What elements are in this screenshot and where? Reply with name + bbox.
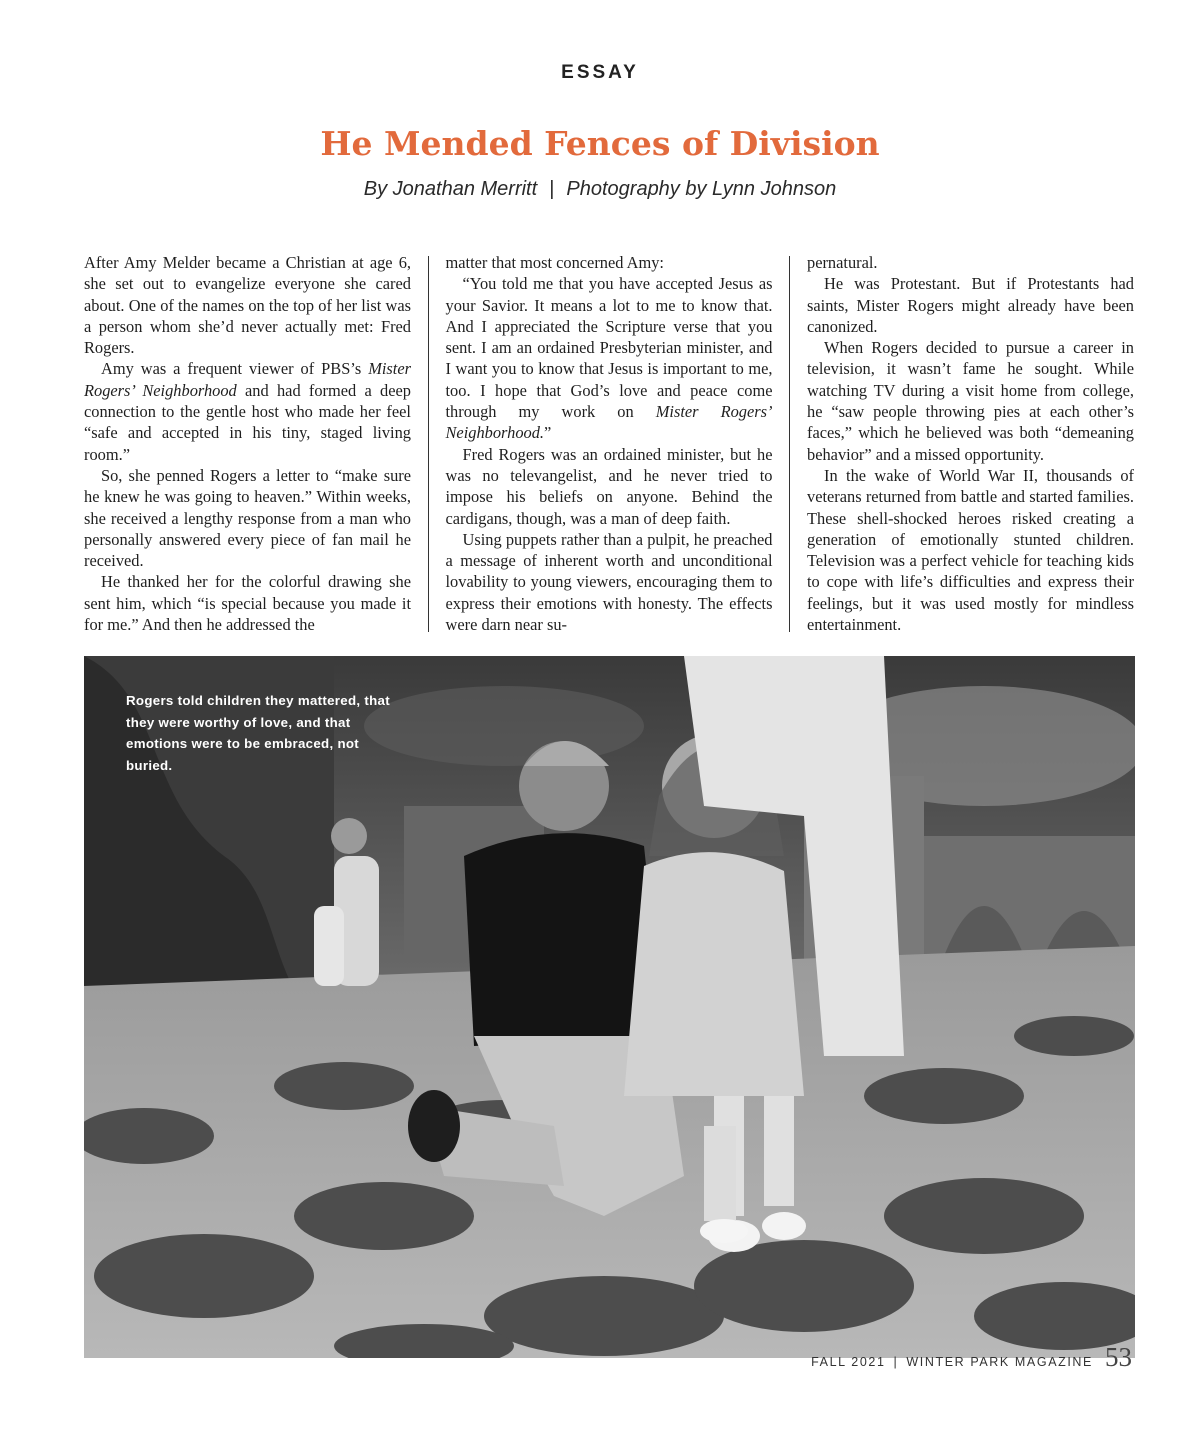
paragraph: He thanked her for the colorful drawing she sent him, which “is special because you made it for me.” And then he addressed the (84, 572, 411, 635)
footer-separator: | (893, 1355, 899, 1369)
byline (0, 178, 1200, 201)
article-title: He Mended Fences of Division (320, 124, 880, 163)
paragraph: Amy was a frequent viewer of PBS’s Mister Rogers’ Neighborhood and had formed a deep connection to the gentle host who made her feel “safe and accepted in his tiny, staged living room.” (84, 359, 411, 464)
paragraph: Using puppets rather than a pulpit, he preached a message of inherent worth and unconditional lovability to young viewers, encouraging them to express their emotions with honesty. The effects were darn near su- (445, 529, 773, 635)
page-footer (811, 1342, 1132, 1373)
issue-label: FALL 2021 (811, 1355, 886, 1369)
publication-name: WINTER PARK MAGAZINE (906, 1355, 1093, 1369)
page-number: 53 (1105, 1342, 1132, 1372)
paragraph: So, she penned Rogers a letter to “make sure he knew he was going to heaven.” Within weeks, she received a lengthy response from a man who personally answered every piece of fan mail he received. (84, 465, 411, 571)
text-column-1 (84, 252, 411, 637)
article-body (84, 252, 1134, 637)
text-column-2 (446, 252, 773, 637)
byline-separator: | (549, 178, 555, 200)
text-column-3 (807, 252, 1134, 637)
column-divider (428, 256, 429, 632)
author-credit: By Jonathan Merritt (363, 178, 538, 200)
paragraph: pernatural. (807, 253, 878, 272)
show-title: Mister Rogers’ Neighborhood (84, 359, 411, 400)
show-title: Mister Rogers’ Neighborhood. (445, 402, 773, 443)
paragraph: When Rogers decided to pursue a career in television, it wasn’t fame he sought. While watching TV during a visit home from college, he “saw people throwing pies at each other’s faces,” which he believed was both “demeaning behavior” and a missed opportunity. (807, 338, 1134, 464)
paragraph: matter that most concerned Amy: (445, 253, 664, 272)
photo-caption: Rogers told children they mattered, that they were worthy of love, and that emotions were to be embraced, not buried. (126, 693, 390, 773)
column-divider (789, 256, 790, 632)
paragraph: In the wake of World War II, thousands of veterans returned from battle and started families. These shell-shocked heroes risked creating a generation of emotionally stunted children. Television was a perfect vehicle for teaching kids to cope with life’s difficulties and express their feelings, but it was used mostly for mindless entertainment. (807, 465, 1134, 635)
paragraph: “You told me that you have accepted Jesus as your Savior. It means a lot to me to know that. And I appreciated the Scripture verse that you sent. I am an ordained Presbyterian minister, and I want you to know that Jesus is important to me, too. I hope that God’s love and peace come through my work on Mister Rogers’ Neighborhood.” (445, 274, 773, 443)
section-label: ESSAY (561, 62, 639, 83)
paragraph: He was Protestant. But if Protestants had saints, Mister Rogers might already have been canonized. (807, 274, 1134, 336)
photo-credit: Photography by Lynn Johnson (566, 178, 837, 200)
paragraph: After Amy Melder became a Christian at age 6, she set out to evangelize everyone she cared about. One of the names on the top of her list was a person whom she’d never actually met: Fred Rogers. (84, 253, 411, 358)
paragraph: Fred Rogers was an ordained minister, but he was no televangelist, and he never tried to impose his beliefs on anyone. Behind the cardigans, though, was a man of deep faith. (445, 444, 773, 528)
